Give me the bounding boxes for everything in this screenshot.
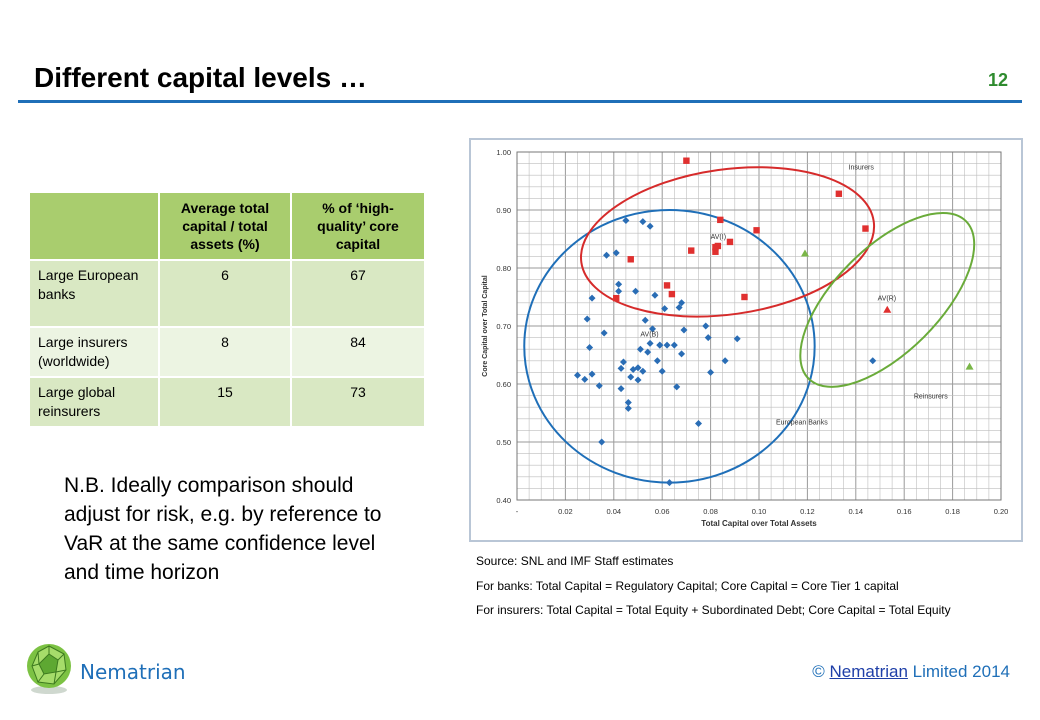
x-tick-label: 0.20 (993, 507, 1009, 516)
x-tick-label: 0.02 (558, 507, 573, 516)
point-european-banks (618, 365, 625, 372)
point-insurers (664, 282, 670, 288)
point-european-banks (639, 218, 646, 225)
chart-svg (471, 140, 1021, 540)
point-european-banks (586, 344, 593, 351)
point-reinsurers (966, 363, 974, 370)
point-european-banks (869, 357, 876, 364)
point-european-banks (627, 374, 634, 381)
point-insurers (836, 191, 842, 197)
title-divider (18, 100, 1022, 103)
point-european-banks (647, 223, 654, 230)
point-european-banks (678, 350, 685, 357)
slide-number: 12 (987, 70, 1008, 90)
table-row (30, 377, 425, 427)
point-european-banks (598, 439, 605, 446)
point-insurers (613, 295, 619, 301)
x-tick-label: 0.12 (800, 507, 815, 516)
nematrian-logo-icon (24, 640, 74, 696)
table-header-core: % of ‘high-quality’ core capital (291, 193, 425, 260)
x-tick-label: - (515, 507, 519, 516)
chart-annotation: European Banks (775, 419, 828, 427)
row-core: 67 (291, 260, 425, 327)
x-tick-label: 0.14 (848, 507, 864, 516)
point-european-banks (642, 317, 649, 324)
x-tick-label: 0.18 (945, 507, 960, 516)
point-european-banks (702, 323, 709, 330)
definition-banks: For banks: Total Capital = Regulatory Capital; Core Capital = Core Tier 1 capital (476, 579, 899, 593)
row-core: 73 (291, 377, 425, 427)
capital-table (30, 193, 426, 428)
table-header-empty (30, 193, 159, 260)
point-european-banks (659, 368, 666, 375)
point-european-banks (615, 281, 622, 288)
y-axis-label: Core Capital over Total Capital (482, 275, 489, 377)
point-insurers (753, 227, 759, 233)
point-european-banks (651, 292, 658, 299)
point-insurers (741, 294, 747, 300)
y-tick-label: 0.70 (496, 322, 511, 331)
y-tick-label: 0.90 (496, 206, 511, 215)
point-european-banks (574, 372, 581, 379)
point-insurers (727, 239, 733, 245)
y-tick-label: 0.60 (496, 380, 511, 389)
x-tick-label: 0.06 (654, 507, 670, 516)
point-av-r (883, 306, 891, 313)
row-label: Large insurers (worldwide) (30, 327, 159, 377)
point-av-i (712, 244, 718, 250)
x-tick-label: 0.04 (606, 507, 622, 516)
point-european-banks (581, 376, 588, 383)
point-european-banks (664, 342, 671, 349)
scatter-chart (469, 138, 1023, 542)
point-european-banks (603, 252, 610, 259)
table-header-avg: Average total capital / total assets (%) (159, 193, 291, 260)
point-european-banks (654, 357, 661, 364)
point-insurers (862, 225, 868, 231)
point-european-banks (671, 342, 678, 349)
y-tick-label: 0.40 (496, 496, 511, 505)
row-label: Large global reinsurers (30, 377, 159, 427)
footer-brand: Nematrian (80, 660, 186, 684)
chart-annotation: AV(R) (877, 295, 897, 303)
x-tick-label: 0.16 (896, 507, 912, 516)
point-european-banks (666, 479, 673, 486)
x-tick-label: 0.10 (751, 507, 767, 516)
nematrian-link[interactable]: Nematrian (829, 662, 908, 681)
point-insurers (688, 247, 694, 253)
footer-copyright (812, 662, 1010, 682)
y-tick-label: 0.80 (496, 264, 511, 273)
table-header-row (30, 193, 425, 260)
table-row (30, 260, 425, 327)
x-axis-label: Total Capital over Total Assets (701, 519, 817, 528)
point-insurers (683, 158, 689, 164)
definition-insurers: For insurers: Total Capital = Total Equity + Subordinated Debt; Core Capital = Total Equity (476, 603, 951, 617)
point-european-banks (647, 340, 654, 347)
source-line: Source: SNL and IMF Staff estimates (476, 554, 674, 568)
chart-annotation: Insurers (848, 164, 874, 172)
point-european-banks (618, 385, 625, 392)
y-tick-label: 0.50 (496, 438, 511, 447)
slide-title: Different capital levels … (34, 62, 368, 93)
point-european-banks (707, 369, 714, 376)
point-european-banks (635, 376, 642, 383)
row-avg: 8 (159, 327, 291, 377)
row-label: Large European banks (30, 260, 159, 327)
table-row (30, 327, 425, 377)
point-insurers (717, 217, 723, 223)
row-avg: 6 (159, 260, 291, 327)
point-european-banks (615, 288, 622, 295)
y-tick-label: 1.00 (496, 148, 511, 157)
point-insurers (628, 256, 634, 262)
chart-annotation: AV(I) (710, 234, 727, 241)
row-avg: 15 (159, 377, 291, 427)
chart-annotation: Reinsurers (913, 393, 948, 401)
x-tick-label: 0.08 (703, 507, 718, 516)
chart-annotation: AV(B) (640, 331, 659, 339)
risk-note: N.B. Ideally comparison should adjust for risk, e.g. by reference to VaR at the same confidence level and time horizon (64, 474, 382, 584)
point-insurers (669, 291, 675, 297)
copyright-prefix: © (812, 662, 830, 681)
copyright-suffix: Limited 2014 (907, 662, 1010, 681)
point-european-banks (695, 420, 702, 427)
row-core: 84 (291, 327, 425, 377)
